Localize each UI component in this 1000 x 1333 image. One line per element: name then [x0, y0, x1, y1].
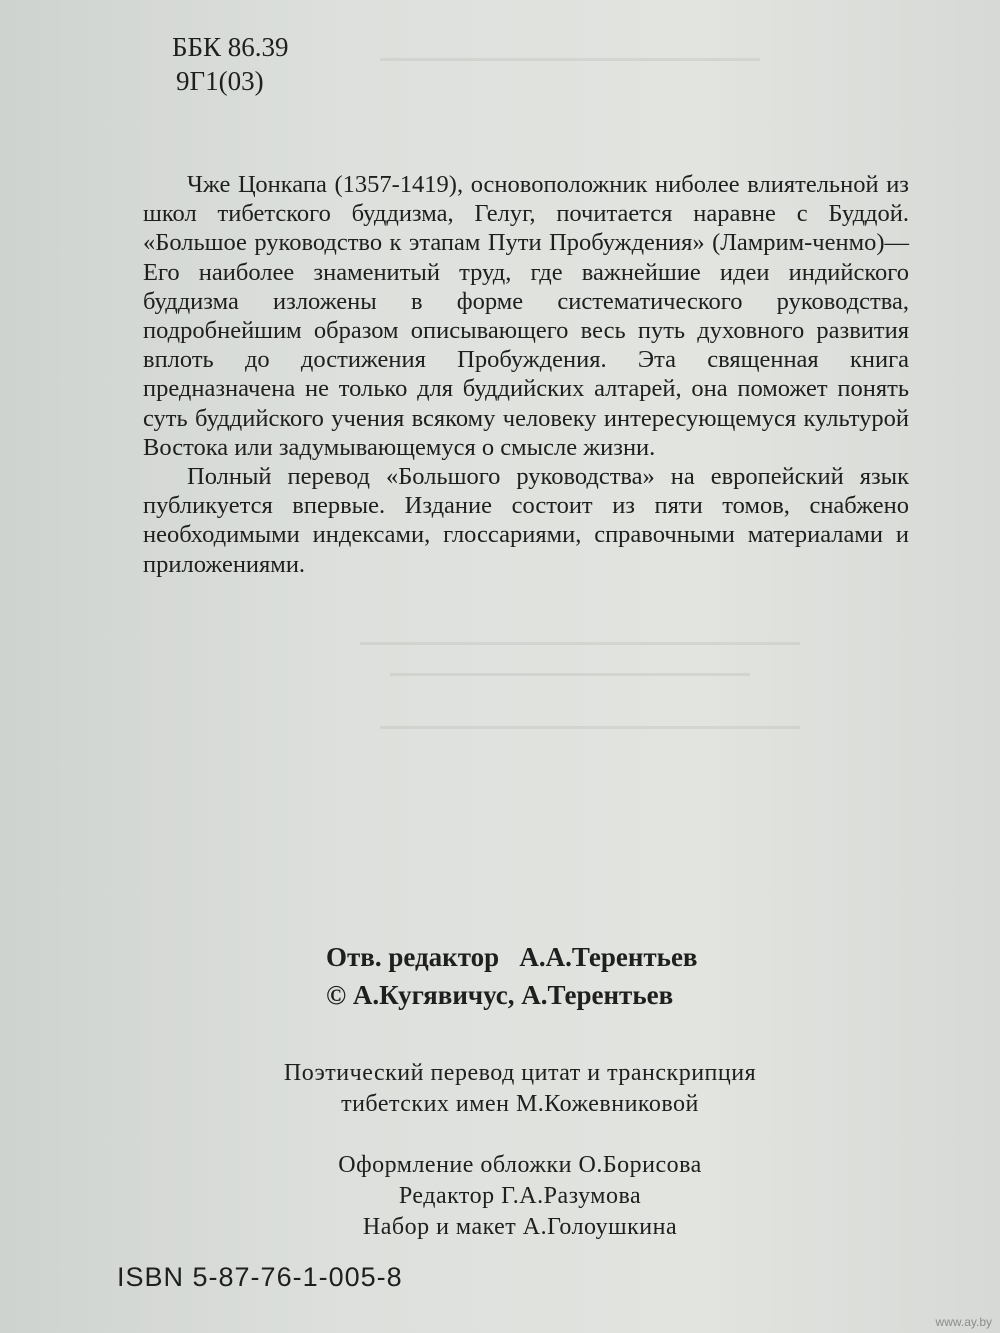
editor-name: А.А.Терентьев: [519, 942, 698, 972]
cover-design-credit: Оформление обложки О.Борисова: [338, 1152, 702, 1178]
translation-credits: [200, 1058, 840, 1120]
book-abstract: [143, 170, 909, 579]
editor-credits: [326, 938, 698, 1014]
isbn-number: ISBN 5-87-76-1-005-8: [117, 1262, 403, 1292]
typesetting-credit: Набор и макет А.Голоушкина: [362, 1214, 678, 1240]
bbk-line: ББК 86.39: [172, 32, 289, 62]
editor-role: Отв. редактор: [326, 942, 500, 972]
responsible-editor-line: [326, 938, 698, 976]
copyright-line: © А.Кугявичус, А.Терентьев: [326, 980, 674, 1010]
redactor-credit: Редактор Г.А.Разумова: [398, 1183, 642, 1209]
abstract-paragraph-1: Чже Цонкапа (1357-1419), основоположник ниболее влиятельной из школ тибетского буддизма, Гелуг, почитается наравне с Буддой. «Большое руководство к этапам Пути Пробуждения» (Ламрим-ченмо)—Его наиболее знаменитый труд, где важнейшие идеи индийского буддизма изложены в форме систематического руководства, подробнейшим образом описывающего весь путь духовного развития вплоть до достижения Пробуждения. Эта священная книга предназначена не только для буддийских алтарей, она поможет понять суть буддийского учения всякому человеку интересующемуся культурой Востока или задумывающемуся о смысле жизни.: [143, 171, 909, 461]
abstract-paragraph-2: Полный перевод «Большого руководства» на европейский язык публикуется впервые. Издание состоит из пяти томов, снабжено необходимыми индексами, глоссариями, справочными материалами и приложениями.: [143, 463, 909, 578]
show-through-block: [380, 40, 800, 80]
production-credits: [200, 1150, 840, 1243]
site-watermark: www.ay.by: [935, 1315, 992, 1329]
udc-code-line: 9Г1(03): [176, 66, 264, 96]
translation-credit-line-2: тибетских имен М.Кожевниковой: [341, 1091, 699, 1117]
bbk-classification: [172, 30, 289, 98]
translation-credit-line-1: Поэтический перевод цитат и транскрипция: [283, 1060, 757, 1086]
show-through-block: [360, 630, 840, 750]
